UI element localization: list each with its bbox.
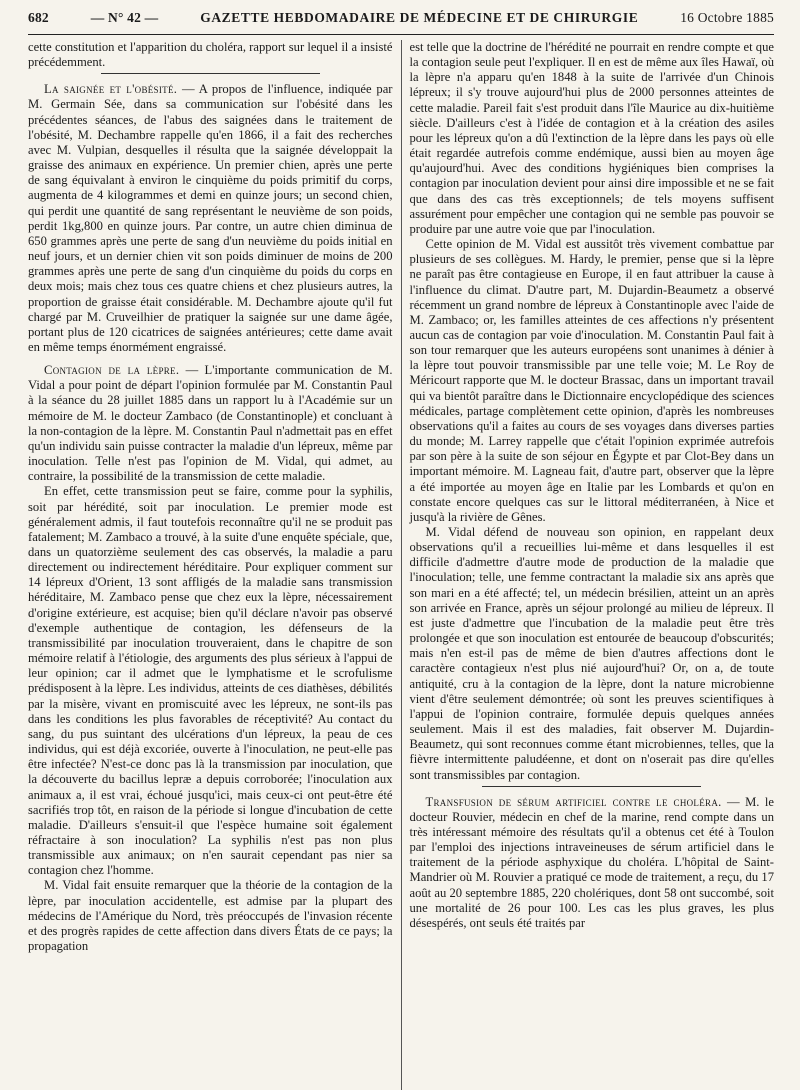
issue-date: 16 Octobre 1885 <box>680 10 774 25</box>
paragraph: Cette opinion de M. Vidal est aussitôt très vivement combattue par plusieurs de ses collègues. M. Hardy, le premier, pense que si la lèpre ne paraît pas être contagieuse en Europe, il en faut attribuer la cause à l'influence du climat. D'autre part, M. Dujardin-Beaumetz a observé récemment un grand nombre de lépreux à Constantinople avec l'aide de M. Zambaco; or, les familles atteintes de ces affections n'y présentent aucun cas de contagion par voie d'inoculation. M. Constantin Paul fait à son tour remarquer que les auteurs européens sont unanimes à dénier à la lèpre tout pouvoir transmissible par une telle voie; M. Le Roy de Méricourt rapporte que M. le docteur Brassac, dans un important travail qui va bientôt paraître dans le Dictionnaire encyclopédique des sciences médicales, partage complètement cette opinion, d'après les nombreuses observations qu'il a faites au cours de ses voyages dans diverses parties du monde; M. Larrey rappelle que c'était l'opinion exprimée autrefois par son père à la suite de son séjour en Égypte et par Clot-Bey dans un important mémoire. M. Lagneau fait, d'autre part, observer que la lèpre a été importée au moyen âge en Italie par les Lombards et qu'on en constate encore quelques cas sur le littoral méditerranéen, à Nice et jusqu'à la rivière de Gênes. <box>409 237 774 524</box>
divider <box>101 73 320 74</box>
section-heading: La saignée et l'obésité. <box>44 82 178 97</box>
section-text: — L'importante communication de M. Vidal a pour point de départ l'opinion formulée par M. Constantin Paul à la séance du 28 juillet 1885 dans un rapport lu à l'Académie sur un mémoire de M. le docteur Zambaco (de Constantinople) et concluant à la non-contagion de la lèpre. M. Constantin Paul n'admettait pas en effet qu'un individu sain puisse contracter la maladie d'un lépreux, même par inoculation. Telle n'est pas l'opinion de M. Vidal, qui admet, au contraire, la possibilité de la transmission de cette maladie. <box>28 363 393 484</box>
section-saignee <box>28 82 393 355</box>
section-heading: Contagion de la lèpre. <box>44 363 180 378</box>
section-text: — M. le docteur Rouvier, médecin en chef de la marine, rend compte dans un très intéressant mémoire des résultats qu'il a obtenus cet été à Toulon par l'emploi des injections intraveineuses de sérum artificiel dans le traitement de la période asphyxique du choléra. L'hôpital de Saint-Mandrier où M. Rouvier a pratiqué ce mode de traitement, a reçu, du 17 août au 20 septembre 1885, 220 cholériques, dont 58 ont succombé, soit une mortalité de 26 pour 100. Les cas les plus graves, les plus désespérés, ont seuls été traités par <box>409 794 774 930</box>
page-header <box>28 10 774 35</box>
section-heading: Transfusion de sérum artificiel contre le choléra. <box>425 794 722 809</box>
paragraph: M. Vidal défend de nouveau son opinion, en rappelant deux observations qu'il a recueillies lui-même et dans lesquelles il est difficile d'admettre d'autre mode de production de la maladie que l'inoculation; telle, une femme contractant la maladie six ans après que son mari en a été affecté; tel, un médecin brésilien, atteint un an après son arrivée en France, après un séjour prolongé au milieu de lépreux. Il est juste d'admettre que l'incubation de la maladie peut être très prolongée et que son inoculation est entourée de beaucoup d'obscurités; mais n'en est-il pas de même de bien d'autres affections dont le caractère contagieux n'est plus nié aujourd'hui? Or, on a, de toute antiquité, cru à la contagion de la lèpre, dont la nature microbienne vient d'être seulement démontrée; où sont les preuves scientifiques à l'appui de l'opinion contraire, formulée depuis quelques années seulement. Mais il est des maladies, fait observer M. Dujardin-Beaumetz, qui sont reconnues comme étant microbiennes, telles, que la fièvre intermittente paludéenne, et dont on n'oserait pas dire qu'elles sont transmissibles par contagion. <box>409 525 774 782</box>
paragraph: En effet, cette transmission peut se faire, comme pour la syphilis, soit par hérédité, soit par inoculation. Le premier mode est généralement admis, il faut toutefois reconnaître qu'il ne se produit pas fatalement; M. Zambaco a trouvé, à la suite d'une enquête spéciale, que, dans un quatorzième seulement des cas observés, la maladie a paru directement ou indirectement héréditaire. Pour expliquer comment sur 14 lépreux d'Orient, 13 sont affligés de la maladie sans transmission héréditaire, M. Zambaco pense que chez eux la lèpre, nécessairement d'origine extérieure, est acquise; bien qu'il déclare n'avoir pas observé d'exemple authentique de contagion, les défenseurs de la transmissibilité par inoculation trouveraient, dans le chapitre de son mémoire relatif à l'étiologie, des arguments des plus sérieux à l'appui de leur opinion; car il admet que le lymphatisme et le scrofulisme prédisposent à la lèpre. Les individus, atteints de ces diathèses, débilités par la misère, vivant en promiscuité avec les lépreux, ne sont-ils pas dans les conditions les plus favorables de réceptivité? Au contact du sang, du pus suintant des ulcérations d'un lépreux, la peau de ces individus, qui est déjà excoriée, ouverte à l'inoculation, ne peut-elle pas être infectée? N'est-ce donc pas là la transmission par inoculation, que la découverte du bacillus lepræ a depuis corroborée; l'inoculation aux animaux a, il est vrai, échoué jusqu'ici, mais ceux-ci ont peut-être été sacrifiés trop tôt, en raison de la période si longue d'incubation de cette maladie. D'ailleurs s'ensuit-il que l'espèce humaine soit également réfractaire à son inoculation? La syphilis n'est pas non plus transmissible aux animaux; on n'en saurait cependant pas nier sa contagion chez l'homme. <box>28 484 393 878</box>
divider <box>482 786 701 787</box>
section-text: — A propos de l'influence, indiquée par M. Germain Sée, dans sa communication sur l'obésité dans les précédentes séances, de l'abus des saignées dans le traitement de l'obésité, M. Dechambre rappelle qu'en 1866, il a fait des recherches avec M. Vulpian, desquelles il résulta que la saignée développait la graisse des animaux en expérience. Un premier chien, après une perte de sang équivalant à environ le cinquième du poids primitif du corps, augmenta de 4 kilogrammes et demi en quinze jours; un second chien, qui perdit une quantité de sang représentant le neuvième de son poids, perdit 1kg,800 en quinze jours. Par contre, un autre chien diminua de 650 grammes après une perte de sang d'un neuvième du poids initial en neuf jours, et un dernier chien vit son poids diminuer de moins de 200 grammes après une perte de sang d'un cinquième du poids du corps en deux mois; mais chez tous ces quatre chiens et chez plusieurs autres, la proportion de graisse était considérable. M. Dechambre ajoute qu'il fut chargé par M. Cruveilhier de pratiquer la saignée sur une dame âgée, portant plus de 120 cicatrices de saignées antérieures; cette dame avait en même temps énormément engraissé. <box>28 82 393 354</box>
right-column <box>401 40 775 1090</box>
paragraph: cette constitution et l'apparition du choléra, rapport sur lequel il a insisté précédemment. <box>28 40 393 70</box>
journal-title: GAZETTE HEBDOMADAIRE DE MÉDECINE ET DE CHIRURGIE <box>200 10 639 25</box>
paragraph: est telle que la doctrine de l'hérédité ne pourrait en rendre compte et que la contagion seule peut l'expliquer. Il en est de même aux îles Hawaï, où la lèpre n'a apparu qu'en 1848 à la suite de l'arrivée d'un Chinois lépreux; il s'y trouve aujourd'hui plus de 2000 personnes atteintes de cette maladie. Pareil fait s'est produit dans l'île Maurice au dix-huitième siècle. D'ailleurs c'est à l'idée de contagion et à la création des asiles pour les lépreux qu'on a dû l'extinction de la lèpre dans les pays où elle était regardée autrefois comme endémique, aussi bien au moyen âge qu'aujourd'hui. Avec des conditions hygiéniques bien comprises la contagion par inoculation devient pour ainsi dire impossible et ne se fait que dans des cas très exceptionnels; de tels moyens suffisent assurément pour empêcher une contagion qui ne semble pas pouvoir se produire par une autre voie que par l'inoculation. <box>409 40 774 236</box>
section-lepre <box>28 363 393 484</box>
two-column-body <box>28 40 774 1090</box>
page-number: 682 <box>28 10 49 25</box>
paragraph: M. Vidal fait ensuite remarquer que la théorie de la contagion de la lèpre, par inoculation accidentelle, est admise par la plupart des médecins de l'Amérique du Nord, très préoccupés de l'invasion récente et des progrès rapides de cette affection dans divers États de ce pays; la propagation <box>28 878 393 954</box>
left-column <box>28 40 401 1090</box>
issue-number: — N° 42 — <box>90 10 159 25</box>
section-transfusion <box>410 795 775 931</box>
